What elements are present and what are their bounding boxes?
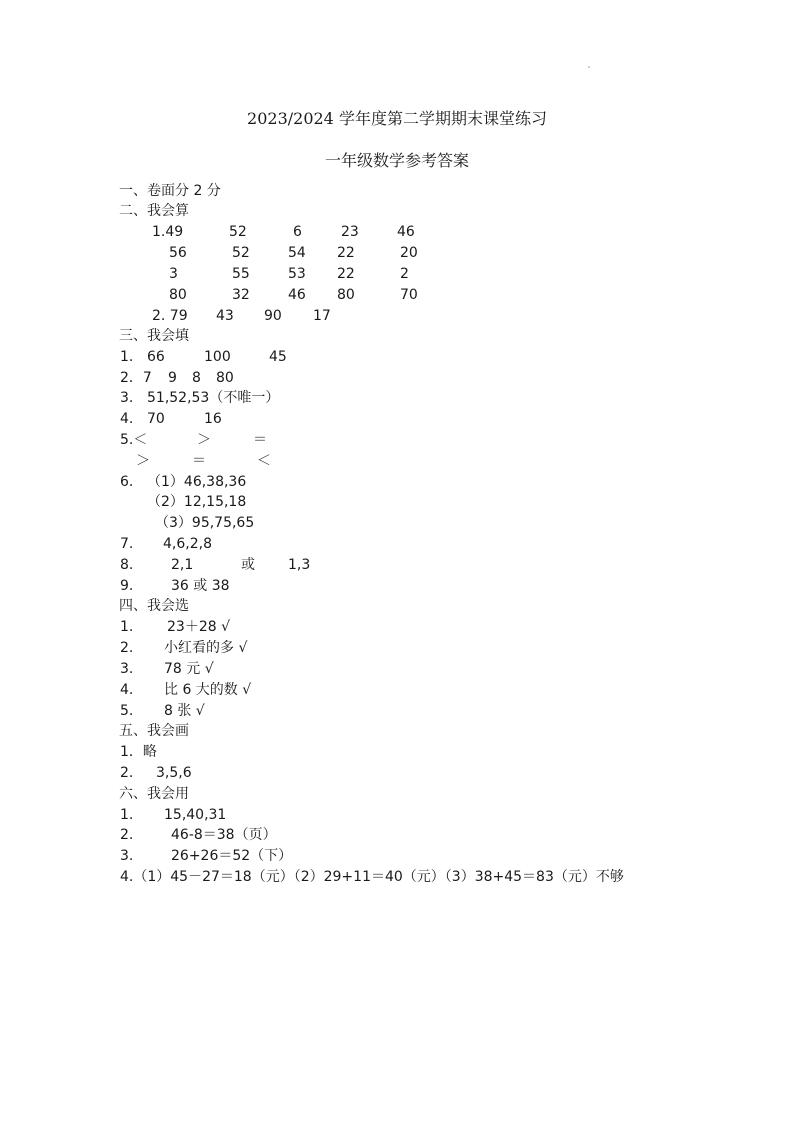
answer-value: 54 <box>288 245 306 261</box>
item-number: 4. <box>120 682 134 698</box>
answer-value: 小红看的多 √ <box>164 640 248 656</box>
section-heading: 一、卷面分 2 分 <box>119 183 221 199</box>
answer-value: 100 <box>204 349 231 365</box>
answer-value: 8 张 √ <box>164 703 205 719</box>
item-number: 2. <box>120 765 134 781</box>
answer-value: 20 <box>400 245 418 261</box>
item-number: 4. <box>120 411 134 427</box>
section-heading: 三、我会填 <box>119 328 189 344</box>
answer-value: 80 <box>216 370 234 386</box>
answer-value: 15,40,31 <box>164 807 227 823</box>
answer-value: 9 <box>168 370 177 386</box>
answer-value: 52 <box>232 245 250 261</box>
answer-value: （1）46,38,36 <box>147 474 247 490</box>
answer-value: 或 <box>241 557 255 573</box>
answer-value: 3 <box>169 266 178 282</box>
item-number: 2. <box>120 827 134 843</box>
document-title: 2023/2024 学年度第二学期期末课堂练习 <box>247 109 547 128</box>
answer-value: 2. 79 <box>152 308 188 324</box>
answer-value: 1.49 <box>152 224 184 240</box>
item-number: 1. <box>120 807 134 823</box>
answer-value: 46 <box>397 224 415 240</box>
answer-value: 56 <box>169 245 187 261</box>
answer-value: ＞ <box>197 432 211 448</box>
answer-value: 比 6 大的数 √ <box>164 682 252 698</box>
answer-value: 2．7 <box>120 370 152 386</box>
answer-value: 8 <box>192 370 201 386</box>
answer-value: 55 <box>232 266 250 282</box>
answer-value: 1．略 <box>120 744 157 760</box>
answer-value: 43 <box>216 308 234 324</box>
answer-value: ＝ <box>253 432 267 448</box>
answer-value: 32 <box>232 287 250 303</box>
answer-value: （3）95,75,65 <box>155 515 255 531</box>
answer-value: 26+26＝52（下） <box>171 848 293 864</box>
answer-value: 46 <box>288 287 306 303</box>
item-number: 1. <box>120 349 134 365</box>
answer-value: 90 <box>264 308 282 324</box>
answer-value: 22 <box>337 245 355 261</box>
answer-value: 53 <box>288 266 306 282</box>
item-number: 3. <box>120 848 134 864</box>
answer-value: 80 <box>337 287 355 303</box>
answer-value: ＝ <box>192 453 206 469</box>
item-number: 1. <box>120 619 134 635</box>
answer-value: 66 <box>147 349 165 365</box>
scan-speck <box>588 66 590 68</box>
answer-value: 46-8＝38（页） <box>171 827 277 843</box>
answer-value: 23 <box>341 224 359 240</box>
answer-value: 70 <box>147 411 165 427</box>
answer-value: ＞ <box>136 453 150 469</box>
answer-value: 17 <box>313 308 331 324</box>
answer-value: ＜ <box>257 453 271 469</box>
item-number: 3. <box>120 390 134 406</box>
answer-value: 70 <box>400 287 418 303</box>
item-number: 5. <box>120 703 134 719</box>
answer-value: 78 元 √ <box>164 661 214 677</box>
item-number: 6. <box>120 474 134 490</box>
section-heading: 六、我会用 <box>119 786 189 802</box>
answer-value: 23＋28 √ <box>167 619 230 635</box>
answer-value: 6 <box>293 224 302 240</box>
answer-value: 2 <box>400 266 409 282</box>
answer-value: （2）12,15,18 <box>147 494 247 510</box>
answer-value: 2,1 <box>171 557 194 573</box>
document-subtitle: 一年级数学参考答案 <box>324 151 469 170</box>
item-number: 8. <box>120 557 134 573</box>
item-number: 7. <box>120 536 134 552</box>
answer-value: 3,5,6 <box>156 765 192 781</box>
answer-value: 5.＜ <box>120 432 148 448</box>
section-heading: 五、我会画 <box>119 723 189 739</box>
answer-value: 52 <box>229 224 247 240</box>
answer-value: 4,6,2,8 <box>163 536 212 552</box>
answer-value: 1,3 <box>288 557 311 573</box>
answer-value: 36 或 38 <box>171 578 230 594</box>
answer-value: 4.（1）45－27＝18（元）（2）29+11＝40（元）（3）38+45＝83（元）不够 <box>120 869 624 885</box>
answer-value: 16 <box>204 411 222 427</box>
answer-value: 45 <box>269 349 287 365</box>
section-heading: 四、我会选 <box>119 598 189 614</box>
item-number: 9. <box>120 578 134 594</box>
answer-value: 51,52,53（不唯一） <box>147 390 280 406</box>
section-heading: 二、我会算 <box>119 203 189 219</box>
answer-value: 22 <box>337 266 355 282</box>
answer-value: 80 <box>169 287 187 303</box>
item-number: 3. <box>120 661 134 677</box>
item-number: 2. <box>120 640 134 656</box>
